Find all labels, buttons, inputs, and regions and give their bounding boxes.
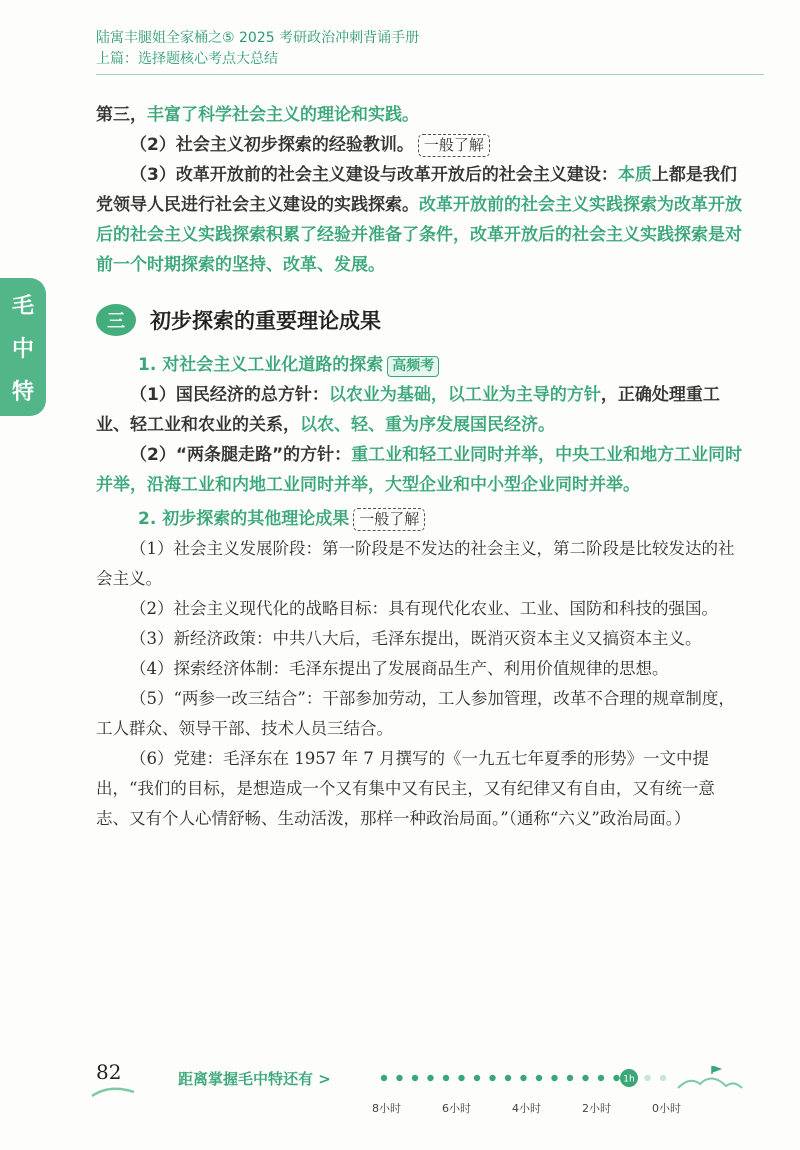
- progress-dot: [520, 1075, 526, 1081]
- high-frequency-tag: 高频考: [387, 356, 439, 377]
- section-3-heading: [96, 298, 744, 342]
- progress-dot: [381, 1075, 387, 1081]
- third-label: 第三，: [96, 105, 147, 125]
- hour-label: 2小时: [582, 1102, 611, 1115]
- subsection-2-heading: [96, 504, 744, 534]
- hour-label: 0小时: [652, 1102, 681, 1115]
- third-text: 丰富了科学社会主义的理论和实践。: [147, 105, 419, 125]
- page-number-swoosh: [90, 1086, 136, 1100]
- side-tab-char: 毛: [11, 292, 34, 319]
- general-understanding-tag: 一般了解: [353, 508, 425, 531]
- running-header: [96, 28, 419, 70]
- item-2-label: （2）社会主义初步探索的经验教训。: [130, 135, 414, 155]
- sub2-item: （6）党建：毛泽东在 1957 年 7 月撰写的《一九五七年夏季的形势》一文中提出，“我们的目标，是想造成一个又有集中又有民主，又有纪律又有自由，又有统一意志、又有个人心情舒畅、生动活泼，那样一种政治局面。”（通称“六义”政治局面。）: [96, 749, 715, 828]
- header-divider: [96, 74, 764, 75]
- subsection-2-title: 2. 初步探索的其他理论成果: [138, 509, 350, 529]
- sub1-item-1-black-1: ，正确处理重工业、轻工业和农业的关系，: [96, 385, 720, 435]
- section-number-badge: 三: [96, 304, 136, 336]
- header-book-title: 陆寓丰腿姐全家桶之⑤ 2025 考研政治冲刺背诵手册: [96, 30, 420, 46]
- progress-dot: [427, 1075, 433, 1081]
- sub2-item: （3）新经济政策：中共八大后，毛泽东提出，既消灭资本主义又搞资本主义。: [130, 629, 702, 648]
- item-3-black-1: 上都是我们党领导人民进行社会主义建设的实践探索。: [96, 165, 737, 215]
- item-2-lessons: [96, 130, 744, 160]
- progress-dot: [644, 1075, 650, 1081]
- progress-dot: [474, 1075, 480, 1081]
- side-tab-char: 特: [11, 378, 34, 405]
- progress-dot: [598, 1075, 604, 1081]
- progress-dot: [567, 1075, 573, 1081]
- progress-dots: [378, 1066, 748, 1100]
- progress-dot: [396, 1075, 402, 1081]
- sub1-item-1: [96, 380, 744, 440]
- progress-dot: [412, 1075, 418, 1081]
- progress-dot: [489, 1075, 495, 1081]
- page-footer: [0, 1052, 800, 1122]
- sub1-item-1-green-1: 以农业为基础，以工业为主导的方针: [328, 385, 601, 405]
- progress-dot: [613, 1075, 619, 1081]
- chapter-side-tab: [0, 278, 46, 416]
- item-3-green-2: 改革开放前的社会主义实践探索为改革开放后的社会主义实践探索积累了经验并准备了条件，改革开放后的社会主义实践探索是对前一个时期探索的坚持、改革、发展。: [96, 195, 742, 275]
- side-tab-char: 中: [11, 335, 34, 362]
- finish-mountain-icon: [678, 1078, 742, 1088]
- item-3-comparison: [96, 160, 744, 280]
- subsection-1-heading: [96, 350, 744, 380]
- sub1-item-2-label: （2）“两条腿走路”的方针：: [130, 445, 352, 465]
- sub2-item: （4）探索经济体制：毛泽东提出了发展商品生产、利用价值规律的思想。: [130, 659, 669, 678]
- hour-label: 6小时: [442, 1102, 471, 1115]
- hour-label: 4小时: [512, 1102, 541, 1115]
- progress-dot: [505, 1075, 511, 1081]
- current-progress-label: 1h: [623, 1074, 635, 1085]
- progress-dot: [660, 1075, 666, 1081]
- header-section-title: 上篇：选择题核心考点大总结: [96, 51, 278, 67]
- third-point: [96, 100, 744, 130]
- subsection-1-title: 1. 对社会主义工业化道路的探索: [138, 355, 384, 375]
- item-3-label: （3）改革开放前的社会主义建设与改革开放后的社会主义建设：: [130, 165, 618, 185]
- page-number: 82: [96, 1060, 122, 1084]
- sub2-item: （1）社会主义发展阶段：第一阶段是不发达的社会主义，第二阶段是比较发达的社会主义。: [96, 539, 735, 588]
- progress-dot: [458, 1075, 464, 1081]
- sub1-item-2-green: 重工业和轻工业同时并举，中央工业和地方工业同时并举，沿海工业和内地工业同时并举，大型企业和中小型企业同时并举。: [96, 445, 743, 495]
- sub1-item-2: [96, 440, 744, 500]
- hour-label: 8小时: [372, 1102, 401, 1115]
- progress-dot: [536, 1075, 542, 1081]
- progress-dot: [582, 1075, 588, 1081]
- progress-label: 距离掌握毛中特还有 >: [178, 1070, 331, 1088]
- finish-flag-icon: [712, 1066, 720, 1074]
- progress-dot: [551, 1075, 557, 1081]
- sub1-item-1-label: （1）国民经济的总方针：: [130, 385, 329, 405]
- sub2-item: （2）社会主义现代化的战略目标：具有现代化农业、工业、国防和科技的强国。: [130, 599, 718, 618]
- sub1-item-1-green-2: 以农、轻、重为序发展国民经济。: [300, 415, 555, 435]
- item-3-green-1: 本质: [617, 165, 652, 185]
- progress-dot: [443, 1075, 449, 1081]
- study-progress-track: [372, 1066, 748, 1116]
- sub2-item: （5）“两参一改三结合”：干部参加劳动，工人参加管理，改革不合理的规章制度，工人群众、领导干部、技术人员三结合。: [96, 689, 735, 738]
- section-title: 初步探索的重要理论成果: [150, 309, 381, 333]
- page-content: [96, 100, 744, 834]
- general-understanding-tag: 一般了解: [418, 134, 490, 157]
